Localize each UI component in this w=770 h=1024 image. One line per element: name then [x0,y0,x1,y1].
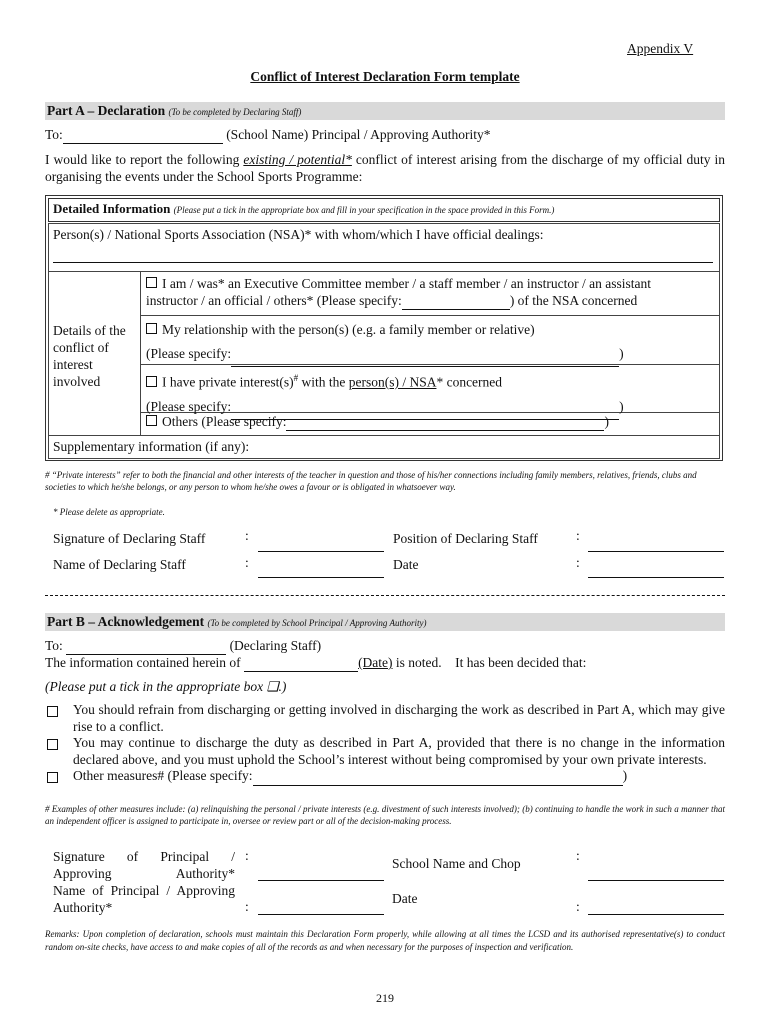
info-post: is noted. It has been decided that: [395,655,587,670]
option-other-measures [45,768,725,786]
opt1-line1: I am / was* an Executive Committee member / a staff member / an instructor / an assistant [162,276,651,291]
opt1-line2-post: ) of the NSA concerned [509,293,638,308]
part-a-to-line [45,127,491,144]
declaring-signature-field[interactable] [258,551,384,552]
principal-name-label: Name of Principal / Approving Authority* [53,883,235,915]
part-b-title: Part B – Acknowledgement [47,614,205,629]
opt3-pre: I have private interest(s) [162,374,294,390]
close-paren: ) [619,346,624,361]
part-a-to-prefix: To: [45,127,63,142]
colon: : [576,899,580,914]
declaring-date-label: Date [393,557,419,572]
opt-continue-text: You may continue to discharge the duty as described in Part A, provided that there is no change in the information declared above, and you must uphold the School’s interest without being compromised by your own private interests. [73,735,725,767]
checkbox-other-measures[interactable] [47,772,58,783]
option-executive [146,275,716,310]
intro-pre: I would like to report the following [45,152,240,167]
row-divider [48,435,720,436]
opt3-post: * concerned [436,374,503,390]
opt3-link: person(s) / NSA [348,374,437,390]
part-a-footnote-delete: * Please delete as appropriate. [53,507,165,517]
principal-date-label: Date [392,891,418,906]
appendix-label: Appendix V [627,41,694,56]
intro-post: conflict of interest arising from the discharge of my official duty in organising the events under the School Sports Programme: [45,152,726,184]
declaring-name-field[interactable] [258,577,384,578]
principal-name-field[interactable] [258,914,384,915]
option-others [146,414,716,431]
remarks: Remarks: Upon completion of declaration, schools must maintain this Declaration Form properly, while allowing at all times the LCSD and its authorised representative(s) to conduct random on-site checks, have access to and make copies of all of the records as and when necessary for the purposes of inspection and verification. [45,929,725,952]
row-divider [48,271,720,272]
principal-signature-field[interactable] [258,880,384,881]
part-a-footnote-private: # “Private interests” refer to both the financial and other interests of the teacher in question and those of his/her connections including family members, relatives, friends, clubs and societies to which he/she belongs, or any person to whom he/she owes a favour or is obligated in whatsoever way. [45,470,697,492]
school-name-field[interactable] [63,127,223,144]
part-b-info-line [45,655,586,672]
principal-date-field[interactable] [588,914,724,915]
opt2-line1: My relationship with the person(s) (e.g. a family member or relative) [162,322,535,337]
declaring-name-label: Name of Declaring Staff [53,557,186,572]
checkbox-executive[interactable] [146,277,157,288]
detailed-info-note: (Please put a tick in the appropriate box and fill in your specification in the space provided in this Form.) [173,205,555,215]
row-divider [140,315,720,316]
checkbox-private-interest[interactable] [146,376,157,387]
close-paren: ) [622,768,628,783]
opt1-line2-pre: instructor / an official / others* (Please specify: [146,293,402,308]
opt-other-measures-text: Other measures# (Please specify: [73,768,253,783]
persons-field[interactable] [53,262,713,263]
opt3-hash: # [293,373,299,383]
opt4-specify-field[interactable] [286,414,604,431]
info-date-field[interactable] [244,655,358,672]
position-label: Position of Declaring Staff [393,531,538,546]
opt2-specify-field[interactable] [231,342,619,367]
colon: : [576,848,580,863]
part-b-footnote: # Examples of other measures include: (a) relinquishing the personal / private interests (e.g. divestment of such interests involved); (b) continuing to handle the work in such a manner that an independent officer is assigned to participate in, oversee or review part or all of the decision-making process. [45,804,725,826]
part-a-to-suffix: (School Name) Principal / Approving Authority* [226,127,491,142]
part-a-intro [45,151,725,185]
supplementary-label: Supplementary information (if any): [53,439,250,454]
colon: : [245,848,249,863]
part-b-options [45,702,725,786]
part-b-note: (To be completed by School Principal / Approving Authority) [207,618,427,628]
checkbox-continue[interactable] [47,739,58,750]
section-separator [45,595,725,596]
form-title: Conflict of Interest Declaration Form template [250,69,520,84]
checkbox-relationship[interactable] [146,323,157,334]
school-chop-label: School Name and Chop [392,856,521,871]
colon: : [245,528,249,543]
principal-signature-label: Signature of Principal / Approving Authority* [53,849,235,881]
other-measures-field[interactable] [253,768,623,786]
school-chop-field[interactable] [588,880,724,881]
colon: : [576,528,580,543]
opt2-line2: (Please specify: [146,346,232,361]
declaring-staff-field[interactable] [66,638,226,655]
part-b-to-line [45,638,321,655]
column-divider [140,271,141,435]
declaring-signature-label: Signature of Declaring Staff [53,531,206,546]
part-a-title: Part A – Declaration [47,103,166,118]
opt1-specify-field[interactable] [402,292,510,310]
opt3-mid: with the [301,374,346,390]
checkbox-others[interactable] [146,415,157,426]
page-number: 219 [376,991,394,1005]
part-b-tick-note: (Please put a tick in the appropriate box ❑.) [45,679,287,694]
colon: : [245,555,249,570]
option-refrain [45,702,725,735]
details-label: Details of the conflict of interest involved [53,323,126,389]
option-continue [45,735,725,768]
detailed-info-header [53,201,554,217]
info-pre: The information contained herein of [45,655,241,670]
close-paren: ) [604,414,609,429]
persons-label: Person(s) / National Sports Association (NSA)* with whom/which I have official dealings: [53,227,544,242]
part-b-to-suffix: (Declaring Staff) [229,638,322,653]
info-date-label: (Date) [358,655,393,670]
opt3-line2: (Please specify: [146,398,232,414]
colon: : [245,899,249,914]
checkbox-refrain[interactable] [47,706,58,717]
colon: : [576,555,580,570]
opt4-label: Others (Please specify: [162,414,287,429]
option-relationship [146,318,716,367]
position-field[interactable] [588,551,724,552]
detailed-info-title: Detailed Information [53,201,171,216]
part-b-heading [47,614,426,630]
part-a-heading [47,103,301,119]
part-b-to-prefix: To: [45,638,63,653]
declaring-date-field[interactable] [588,577,724,578]
close-paren: ) [619,398,624,414]
part-a-note: (To be completed by Declaring Staff) [168,107,302,117]
option-private-interest [146,366,716,420]
opt-refrain-text: You should refrain from discharging or getting involved in discharging the work as described in Part A, which may give rise to a conflict. [73,702,725,734]
intro-emphasis: existing / potential* [243,152,352,167]
